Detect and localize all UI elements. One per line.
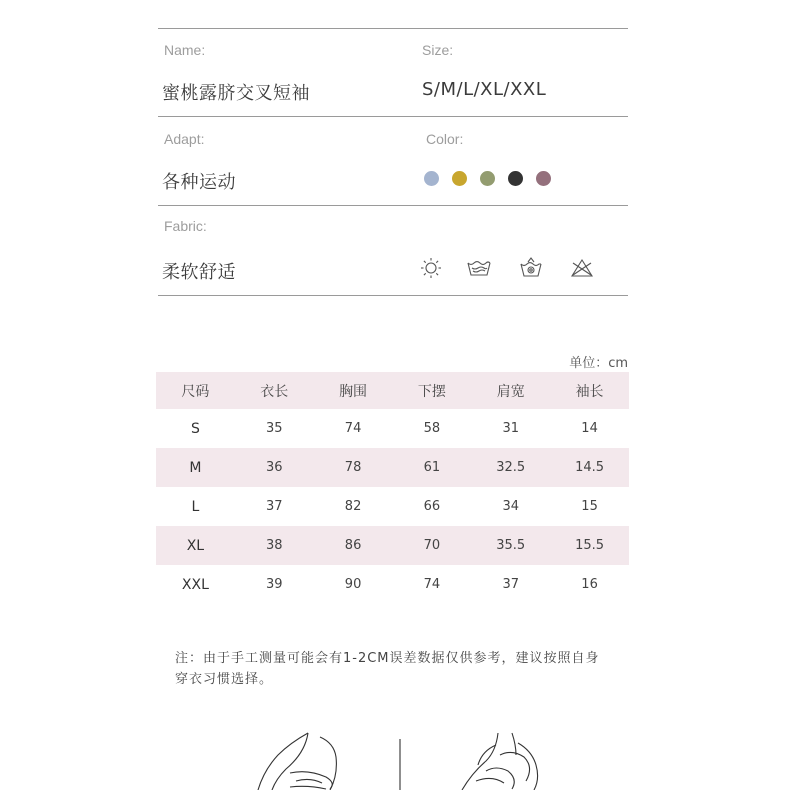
header-bust: 胸围 [339,383,368,400]
size-options: S/M/L/XL/XXL [422,79,547,100]
header-shoulder: 肩宽 [496,383,525,400]
fabric-label: Fabric: [164,218,207,234]
table-row [156,409,629,448]
cell: 39 [265,577,283,592]
cell-size: M [189,459,202,476]
cell: 35 [265,421,283,436]
header-hem: 下摆 [417,383,446,400]
cell: 15.5 [575,538,605,553]
top-divider [158,28,628,29]
table-row [156,448,629,487]
hand-wash-icon [466,256,492,280]
size-label: Size: [422,42,454,58]
divider-1 [158,116,628,117]
note-line-2: 穿衣习惯选择。 [175,672,274,687]
divider-3 [158,295,628,296]
cell: 14 [581,421,598,436]
cell: 86 [344,538,362,553]
cell: 78 [344,460,362,475]
cell: 34 [502,499,519,514]
cell: 16 [581,577,598,592]
header-sleeve: 袖长 [575,383,604,400]
adapt-value: 各种运动 [162,172,236,193]
cell: 90 [344,577,362,592]
cell: 37 [265,499,283,514]
unit-label: 单位：cm [569,356,628,371]
color-swatch-black [508,171,523,186]
cell: 61 [423,460,441,475]
cell: 82 [344,499,362,514]
cell-size: XL [186,537,205,554]
table-row [156,487,629,526]
cell-size: S [190,420,200,437]
cell: 70 [423,538,441,553]
cell: 66 [423,499,441,514]
size-chart-table [156,372,629,604]
cell: 58 [423,421,441,436]
color-label: Color: [426,131,464,147]
header-size: 尺码 [181,383,210,400]
cell-size: XXL [181,576,209,593]
fabric-value: 柔软舒适 [162,262,236,283]
color-swatch-mauve [536,171,551,186]
header-length: 衣长 [260,383,289,400]
adapt-label: Adapt: [164,131,205,147]
color-swatch-mustard [452,171,467,186]
wash-30-icon [519,256,543,280]
name-label: Name: [164,42,206,58]
cell: 35.5 [496,538,526,553]
divider-2 [158,205,628,206]
table-header-row [156,372,629,409]
cell: 14.5 [575,460,605,475]
cell: 38 [265,538,283,553]
cell-size: L [191,498,200,515]
garment-sketch [250,725,560,790]
table-row [156,526,629,565]
color-swatch-olive [480,171,495,186]
color-swatch-blue [424,171,439,186]
no-bleach-icon [570,256,594,280]
cell: 15 [581,499,598,514]
product-name: 蜜桃露脐交叉短袖 [162,83,310,104]
cell: 32.5 [496,460,526,475]
cell: 74 [423,577,441,592]
cell: 37 [502,577,519,592]
measurement-note [175,648,635,690]
cell: 31 [502,421,519,436]
cell: 74 [344,421,362,436]
cell: 36 [265,460,283,475]
sun-dry-icon [419,256,443,280]
note-line-1: 注：由于手工测量可能会有1-2CM误差数据仅供参考，建议按照自身 [175,651,600,666]
table-row [156,565,629,604]
